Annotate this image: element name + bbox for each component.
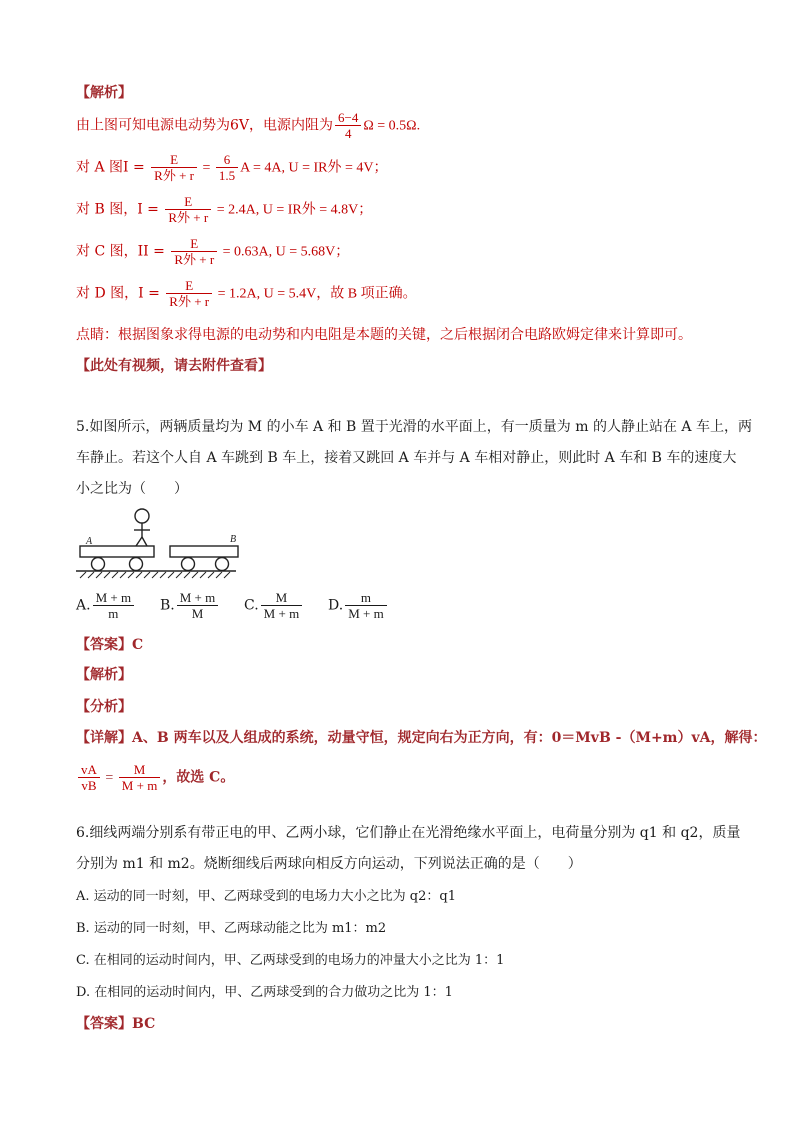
fraction-a: $\frac{E}{\text{R外 + r}}$	[151, 152, 197, 183]
q5-jiexi-heading: 【解析】	[76, 667, 132, 683]
fraction-velocity-ratio: $\frac{vA}{vB}$	[78, 762, 100, 793]
q5-option-a[interactable]: A. $\frac{M + m}{m}$	[76, 590, 136, 621]
carts-figure	[76, 506, 240, 580]
q5-option-b[interactable]: B. $\frac{M + m}{M}$	[160, 590, 220, 621]
solution-line-c: 对 C 图，II = $\frac{E}{\text{R外 + r}}$ = 0.63A, U = 5.68V；	[76, 236, 350, 267]
fraction-mass-ratio: $\frac{M}{M + m}$	[119, 762, 161, 793]
solution-line-a: 对 A 图I = $\frac{E}{\text{R外 + r}}$ = $\frac{6}{1.5}$ A = 4A, U = IR外 = 4V；	[76, 152, 388, 183]
q5-line2: 车静止。若这个人自 A 车跳到 B 车上，接着又跳回 A 车并与 A 车相对静止，则此时 A 车和 B 车的速度大	[76, 450, 737, 466]
video-note: 【此处有视频，请去附件查看】	[76, 358, 272, 374]
cart-b-wheel	[182, 558, 195, 571]
cart-b-label: B	[230, 534, 237, 545]
cart-a-body	[80, 546, 154, 557]
fraction-d: $\frac{E}{\text{R外 + r}}$	[166, 278, 212, 309]
q5-line1: 5.如图所示，两辆质量均为 M 的小车 A 和 B 置于光滑的水平面上，有一质量为 m 的人静止站在 A 车上，两	[76, 419, 752, 435]
q6-answer: 【答案】BC	[76, 1016, 156, 1032]
q6-option-b[interactable]: B. 运动的同一时刻，甲、乙两球动能之比为 m1：m2	[76, 921, 387, 936]
option-fraction: $\frac{M + m}{m}$	[93, 590, 135, 621]
ground-hatching	[80, 572, 230, 578]
cart-b-body	[170, 546, 238, 557]
q6-option-c[interactable]: C. 在相同的运动时间内，甲、乙两球受到的电场力的冲量大小之比为 1：1	[76, 953, 505, 968]
q5-line3: 小之比为（ ）	[76, 481, 188, 497]
cart-a-wheel	[92, 558, 105, 571]
fraction-a-values: $\frac{6}{1.5}$	[216, 152, 238, 183]
option-fraction: $\frac{M}{M + m}$	[261, 590, 303, 621]
q5-xiangjie	[76, 727, 767, 747]
q5-option-d[interactable]: D. $\frac{m}{M + m}$	[328, 590, 389, 621]
person-head	[135, 509, 149, 523]
cart-b-wheel	[216, 558, 229, 571]
fraction-c: $\frac{E}{\text{R外 + r}}$	[171, 236, 217, 267]
option-fraction: $\frac{m}{M + m}$	[345, 590, 387, 621]
person-leg-left	[136, 537, 142, 546]
cart-a-wheel	[130, 558, 143, 571]
xiangjie-text: A、B 两车以及人组成的系统，动量守恒，规定向右为正方向，有：0＝MvB -（M+m）vA，解得：	[132, 730, 767, 746]
fraction-resistance: $\frac{6-4}{4}$	[335, 110, 361, 141]
q6-option-d[interactable]: D. 在相同的运动时间内，甲、乙两球受到的合力做功之比为 1：1	[76, 985, 453, 1000]
solution-line-d: 对 D 图，I = $\frac{E}{\text{R外 + r}}$ = 1.2A, U = 5.4V，故 B 项正确。	[76, 278, 417, 309]
jiexi-heading: 【解析】	[76, 85, 132, 101]
option-fraction: $\frac{M + m}{M}$	[177, 590, 219, 621]
person-leg-right	[142, 537, 147, 546]
solution-line-b: 对 B 图，I = $\frac{E}{\text{R外 + r}}$ = 2.4A, U = IR外 = 4.8V；	[76, 194, 373, 225]
solution-line-emf: 由上图可知电源电动势为6V，电源内阻为 $\frac{6-4}{4}$ Ω = 0.5Ω.	[76, 110, 421, 141]
fraction-b: $\frac{E}{\text{R外 + r}}$	[165, 194, 211, 225]
q6-line1: 6.细线两端分别系有带正电的甲、乙两小球，它们静止在光滑绝缘水平面上，电荷量分别为 q1 和 q2，质量	[76, 825, 741, 841]
q5-result: $\frac{vA}{vB}$ = $\frac{M}{M + m}$ ，故选 C。	[76, 762, 234, 793]
q5-answer: 【答案】C	[76, 637, 144, 653]
q5-fenxi-heading: 【分析】	[76, 699, 132, 715]
q6-line2: 分别为 m1 和 m2。烧断细线后两球向相反方向运动，下列说法正确的是（ ）	[76, 856, 582, 872]
dianjing-note: 点睛：根据图象求得电源的电动势和内电阻是本题的关键，之后根据闭合电路欧姆定律来计算即可。	[76, 327, 692, 343]
cart-a-label: A	[86, 536, 93, 547]
xiangjie-tag: 【详解】	[76, 730, 132, 746]
q6-option-a[interactable]: A. 运动的同一时刻，甲、乙两球受到的电场力大小之比为 q2：q1	[76, 889, 456, 904]
q5-option-c[interactable]: C. $\frac{M}{M + m}$	[244, 590, 304, 621]
